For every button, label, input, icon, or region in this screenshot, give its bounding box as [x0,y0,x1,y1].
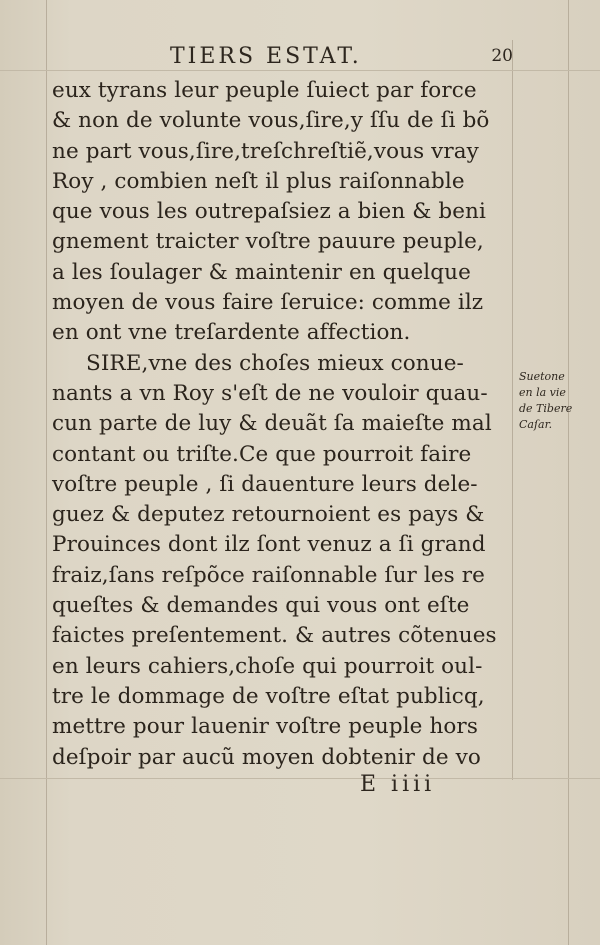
text-line: Prouinces dont ilz ſont venuz a ſi grand [52,532,486,558]
text-line: en leurs cahiers,choſe qui pourroit oul- [52,653,483,679]
bottom-rule [0,778,600,779]
marginal-note-line: de Tibere [519,402,573,415]
paragraph-start-line: SIRE,vne des choſes mieux conue- [86,350,464,376]
body-text [52,76,514,773]
text-line: tre le dommage de voſtre eſtat publicq, [52,683,485,709]
text-line: fraiz,ſans reſpõce raiſonnable ſur les re [52,562,485,588]
running-head: TIERS ESTAT. [170,44,362,69]
text-line: gnement traicter voſtre pauure peuple, [52,229,484,255]
text-line: nants a vn Roy s'eſt de ne vouloir quau- [52,380,488,406]
text-line: queſtes & demandes qui vous ont eſte [52,593,470,619]
marginal-note [519,369,581,433]
margin-rule-left [46,0,47,945]
page-number: 20 [491,46,513,66]
marginal-note-line: Suetone [519,370,565,383]
text-line: voſtre peuple , ſi dauenture leurs dele- [52,471,478,497]
text-line: que vous les outrepaſsiez a bien & beni [52,199,486,225]
text-line: en ont vne treſardente affection. [52,320,411,346]
text-line: deſpoir par aucũ moyen dobtenir de vo [52,744,481,770]
text-line: guez & deputez retournoient es pays & [52,502,485,528]
text-line: contant ou triſte.Ce que pourroit faire [52,441,472,467]
marginal-note-line: en la vie [519,386,566,399]
text-line: & non de volunte vous,ſire,y ſſu de ſi bõ [52,108,490,134]
text-line: moyen de vous faire ſeruice: comme ilz [52,290,484,316]
signature-mark: E iiii [360,772,436,797]
page-header [60,44,515,72]
text-line: eux tyrans leur peuple ſuiect par force [52,78,477,103]
text-line: Roy , combien neſt il plus raiſonnable [52,168,465,194]
text-line: mettre pour lauenir voſtre peuple hors [52,714,478,740]
margin-rule-right [568,0,569,945]
text-line: cun parte de luy & deuãt ſa maieſte mal [52,411,492,437]
text-line: ne part vous,ſire,treſchreſtiẽ,vous vray [52,138,479,164]
text-line: faictes preſentement. & autres cõtenues [52,623,497,649]
text-line: a les ſoulager & maintenir en quelque [52,259,471,285]
marginal-note-line: Caſar. [519,418,553,431]
